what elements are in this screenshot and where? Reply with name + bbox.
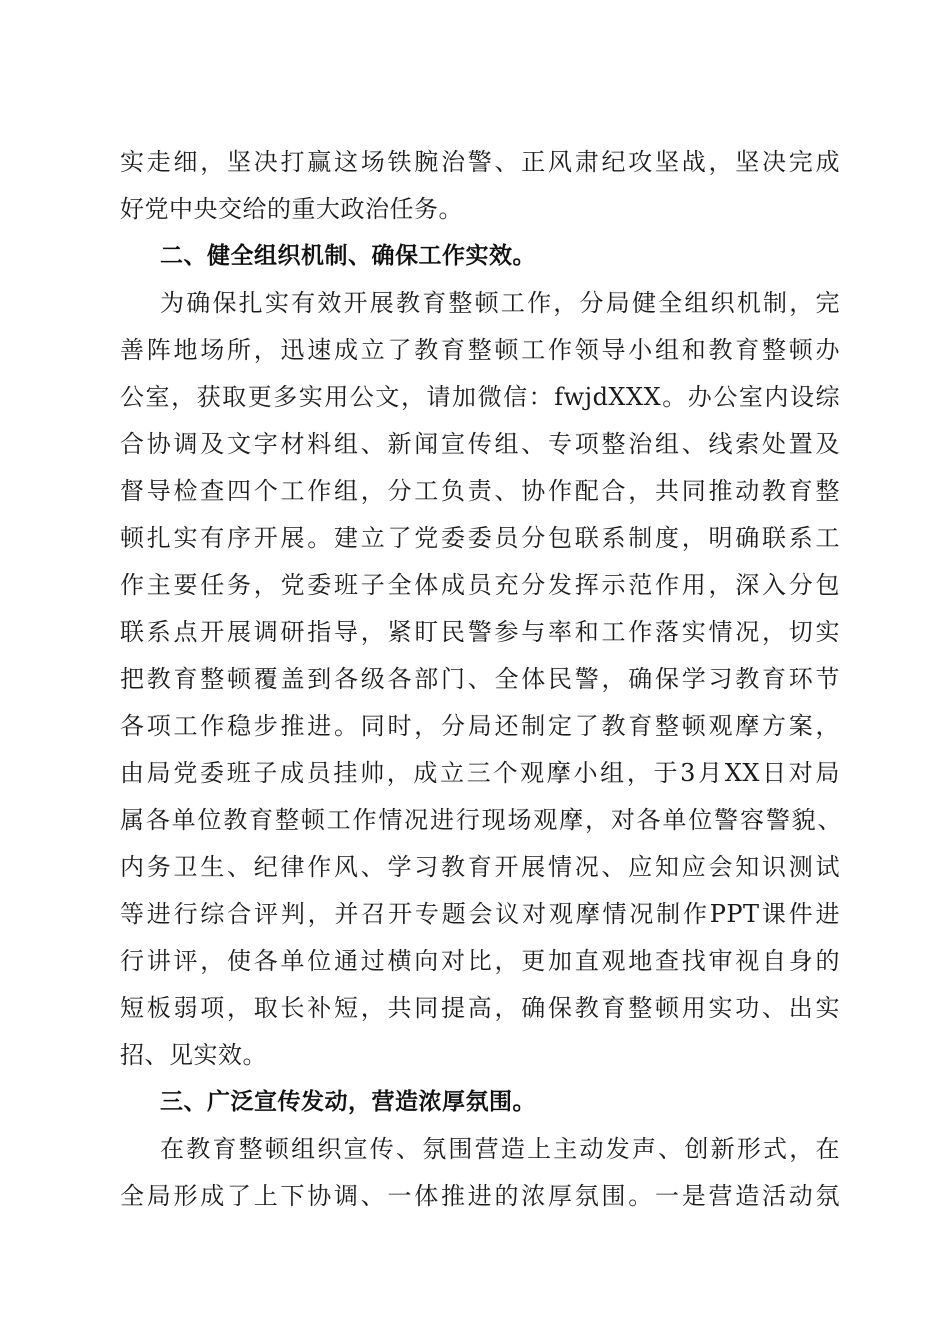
paragraph-line: 联系点开展调研指导，紧盯民警参与率和工作落实情况，切实 (120, 618, 840, 646)
paragraph-line: 善阵地场所，迅速成立了教育整顿工作领导小组和教育整顿办 (120, 336, 840, 364)
paragraph-line: 全局形成了上下协调、一体推进的浓厚氛围。一是营造活动氛 (120, 1182, 840, 1210)
paragraph-line: 督导检查四个工作组，分工负责、协作配合，共同推动教育整 (120, 477, 840, 505)
paragraph-line: 顿扎实有序开展。建立了党委委员分包联系制度，明确联系工 (120, 524, 840, 552)
paragraph-line: 内务卫生、纪律作风、学习教育开展情况、应知应会知识测试 (120, 853, 840, 881)
paragraph-line: 行讲评，使各单位通过横向对比，更加直观地查找审视自身的 (120, 947, 840, 975)
section-heading: 三、广泛宣传发动，营造浓厚氛围。 (160, 1089, 536, 1115)
paragraph-line: 把教育整顿覆盖到各级各部门、全体民警，确保学习教育环节 (120, 665, 840, 693)
paragraph-line: 公室，获取更多实用公文，请加微信：fwjdXXX。办公室内设综 (120, 383, 840, 411)
paragraph-line: 好党中央交给的重大政治任务。 (120, 195, 463, 223)
paragraph-line: 实走细，坚决打赢这场铁腕治警、正风肃纪攻坚战，坚决完成 (120, 148, 840, 176)
paragraph-line: 在教育整顿组织宣传、氛围营造上主动发声、创新形式，在 (160, 1135, 840, 1163)
paragraph-line: 招、见实效。 (120, 1041, 267, 1069)
paragraph-line: 属各单位教育整顿工作情况进行现场观摩，对各单位警容警貌、 (120, 806, 842, 834)
paragraph-line: 等进行综合评判，并召开专题会议对观摩情况制作PPT课件进 (120, 900, 840, 928)
paragraph-line: 为确保扎实有效开展教育整顿工作，分局健全组织机制，完 (160, 289, 840, 317)
paragraph-line: 各项工作稳步推进。同时，分局还制定了教育整顿观摩方案， (120, 712, 840, 740)
paragraph-line: 合协调及文字材料组、新闻宣传组、专项整治组、线索处置及 (120, 430, 840, 458)
paragraph-line: 由局党委班子成员挂帅，成立三个观摩小组，于3月XX日对局 (120, 759, 840, 787)
paragraph-line: 作主要任务，党委班子全体成员充分发挥示范作用，深入分包 (120, 571, 840, 599)
section-heading: 二、健全组织机制、确保工作实效。 (160, 243, 536, 269)
paragraph-line: 短板弱项，取长补短，共同提高，确保教育整顿用实功、出实 (120, 994, 840, 1022)
